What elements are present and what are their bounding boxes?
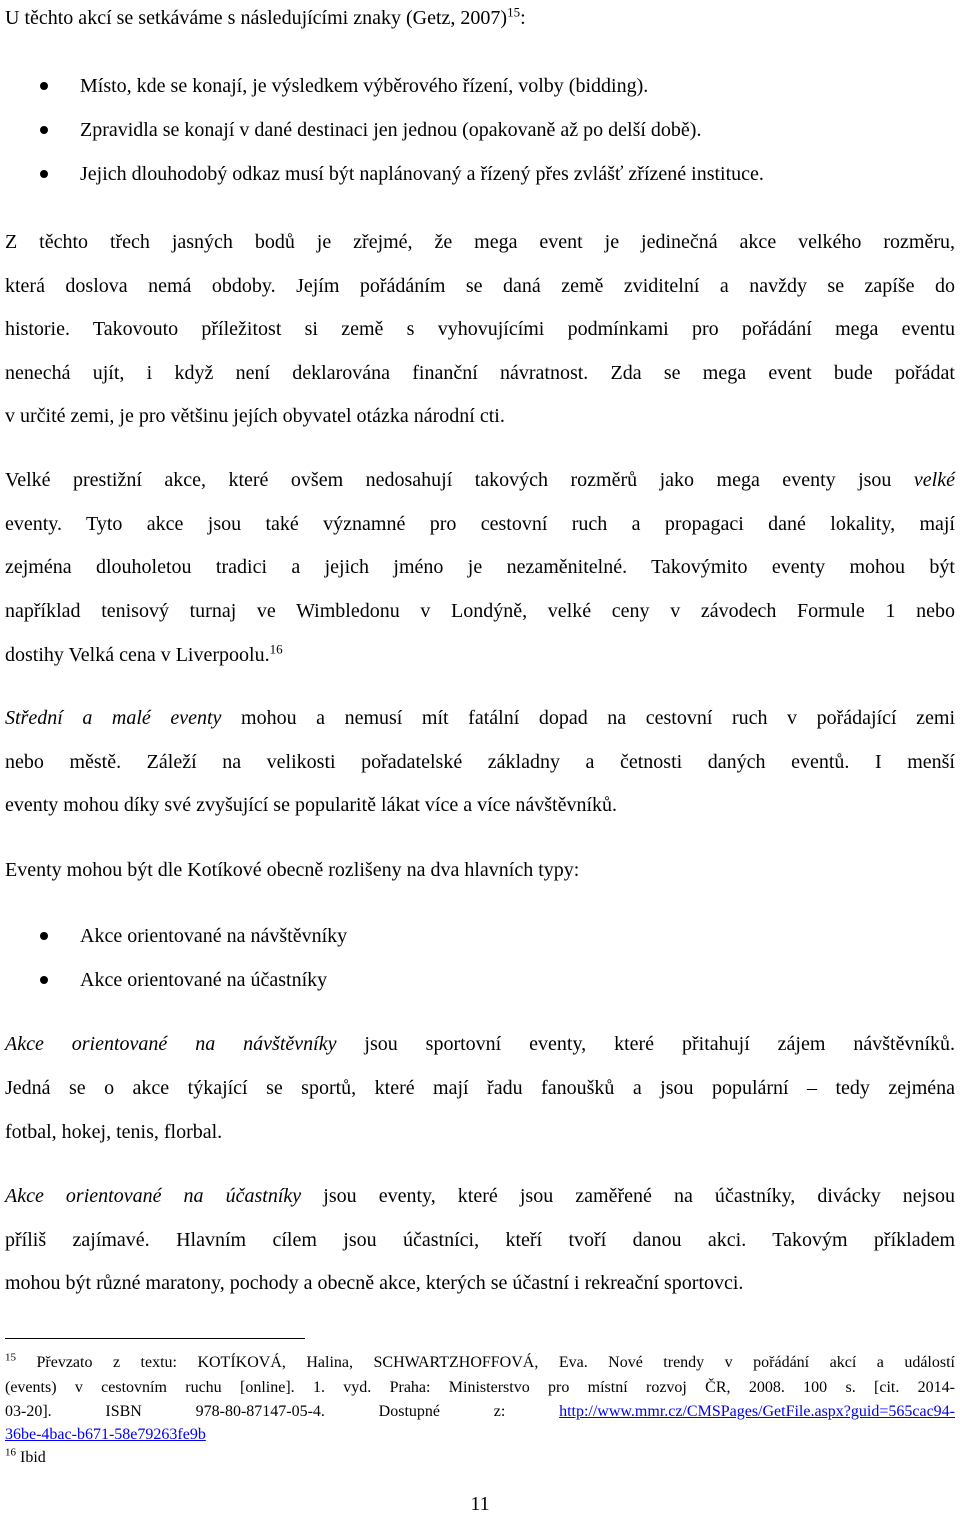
bullet-icon (40, 170, 48, 178)
intro-line: U těchto akcí se setkáváme s následujícími znaky (Getz, 2007)$^{15}$: (5, 4, 526, 29)
footnote-ref-15[interactable]: 15 (507, 4, 521, 20)
bullet-icon (40, 932, 48, 940)
list-item: Akce orientované na účastníky (80, 969, 328, 991)
list-item: Jejich dlouhodobý odkaz musí být naplánovaný a řízený přes zvlášť zřízené instituce. (80, 163, 764, 185)
paragraph-line: v určité zemi, je pro většinu jejích obyvatel otázka národní cti. (5, 405, 505, 427)
bullet-icon (40, 126, 48, 134)
paragraph-line: Střední a malé eventy mohou a nemusí mít fatální dopad na cestovní ruch v pořádající zemi (5, 707, 956, 729)
paragraph-line: příliš zajímavé. Hlavním cílem jsou účastníci, kteří tvoří danou akci. Takovým příkladem (5, 1229, 955, 1251)
paragraph-line: dostihy Velká cena v Liverpoolu.$^{16}$ (5, 641, 283, 666)
footnote-line (5, 1424, 955, 1446)
paragraph-line: Z těchto třech jasných bodů je zřejmé, že mega event je jedinečná akce velkého rozměru, (5, 231, 955, 253)
paragraph-line: Akce orientované na účastníky jsou eventy, které jsou zaměřené na účastníky, divácky nejsou (5, 1185, 955, 1207)
page-number: 11 (470, 1493, 490, 1515)
footnote-16: $^{16}$ Ibid (5, 1446, 46, 1466)
list-item: Místo, kde se konají, je výsledkem výběrového řízení, volby (bidding). (80, 75, 649, 97)
paragraph-line: fotbal, hokej, tenis, florbal. (5, 1121, 223, 1143)
paragraph-line: eventy. Tyto akce jsou také významné pro cestovní ruch a propagaci dané lokality, mají (5, 513, 955, 535)
paragraph-line: Jedná se o akce týkající se sportů, které mají řadu fanoušků a jsou populární – tedy zejména (5, 1077, 955, 1099)
list-item: Zpravidla se konají v dané destinaci jen jednou (opakovaně až po delší době). (80, 119, 702, 141)
paragraph-line: například tenisový turnaj ve Wimbledonu v Londýně, velké ceny v závodech Formule 1 nebo (5, 600, 955, 622)
bullet-icon (40, 976, 48, 984)
paragraph-line: nebo městě. Záleží na velikosti pořadatelské základny a četnosti daných eventů. I menší (5, 751, 955, 773)
footnote-separator (5, 1338, 305, 1339)
bullet-icon (40, 82, 48, 90)
paragraph-line: nenechá ujít, i když není deklarována finanční návratnost. Zda se mega event bude pořádat (5, 362, 955, 384)
paragraph-line: Akce orientované na návštěvníky jsou sportovní eventy, které přitahují zájem návštěvníků. (5, 1033, 956, 1055)
paragraph-line: zejména dlouholetou tradici a jejich jméno je nezaměnitelné. Takovýmito eventy mohou být (5, 556, 955, 578)
list-item: Akce orientované na návštěvníky (80, 925, 348, 947)
footnote-line: (events) v cestovním ruchu [online]. 1. vyd. Praha: Ministerstvo pro místní rozvoj ČR, 2008. 100 s. [cit. 2014- (5, 1379, 955, 1396)
paragraph-line: Velké prestižní akce, které ovšem nedosahují takových rozměrů jako mega eventy jsou velké (5, 469, 955, 491)
footnote-link-cont[interactable]: 36be-4bac-b671-58e79263fe9b (5, 1426, 206, 1443)
intro-text: U těchto akcí se setkáváme s následujícími znaky (Getz, 2007) (5, 7, 508, 29)
footnote-15: $^{15}$ Převzato z textu: KOTÍKOVÁ, Halina, SCHWARTZHOFFOVÁ, Eva. Nové trendy v pořádání akcí a událostí (5, 1351, 955, 1371)
paragraph-line: historie. Takovouto příležitost si země s vyhovujícími podmínkami pro pořádání mega eventu (5, 318, 955, 340)
footnote-link[interactable]: http://www.mmr.cz/CMSPages/GetFile.aspx?guid=565cac94- (559, 1403, 956, 1420)
paragraph-line: eventy mohou díky své zvyšující se popularitě lákat více a více návštěvníků. (5, 794, 618, 816)
footnote-ref-16[interactable]: 16 (269, 641, 283, 657)
footnote-line: 03-20]. ISBN 978-80-87147-05-4. Dostupné z: http://www.mmr.cz/CMSPages/GetFile.aspx?guid=565cac94- (5, 1403, 956, 1420)
paragraph-line: mohou být různé maratony, pochody a obecně akce, kterých se účastní i rekreační sportovci. (5, 1272, 744, 1294)
paragraph-line: Eventy mohou být dle Kotíkové obecně rozlišeny na dva hlavních typy: (5, 859, 580, 881)
paragraph-line: která doslova nemá obdoby. Jejím pořádáním se daná země zviditelní a navždy se zapíše do (5, 275, 955, 297)
